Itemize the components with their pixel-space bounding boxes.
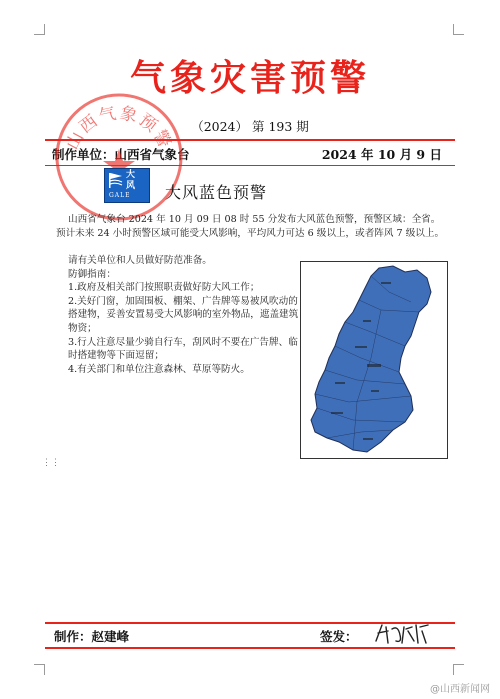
warning-paragraph: 山西省气象台 2024 年 10 月 09 日 08 时 55 分发布大风蓝色预警，预警区域：全省。预计未来 24 小时预警区域可能受大风影响，平均风力可达 6 级以上，或者阵风 7 级以上。 — [56, 214, 445, 239]
guide-title: 防御指南： — [68, 268, 116, 280]
footer-red-rule-lower — [45, 647, 455, 649]
guide-item-3: 3.行人注意尽量少骑自行车，刮风时不要在广告牌、临时搭建物等下面逗留； — [68, 336, 298, 362]
crop-mark-top-left — [34, 24, 45, 35]
footer-maker — [54, 627, 129, 645]
footer-maker-name: 赵建峰 — [91, 629, 130, 644]
source-watermark: @山西新闻网 — [430, 684, 490, 695]
crop-mark-bottom-right — [453, 664, 464, 675]
footer-issuer-label: 签发： — [320, 629, 358, 644]
guide-item-4: 4.有关部门和单位注意森林、草原等防火。 — [68, 363, 250, 375]
seal-text: 山西气象预警 — [62, 103, 176, 154]
official-seal-stamp — [53, 91, 185, 223]
warning-area-map — [300, 261, 448, 459]
drag-handle-icon: ⋮⋮ — [42, 458, 60, 468]
warning-title: 大风蓝色预警 — [165, 183, 268, 202]
prompt-text: 请有关单位和人员做好防范准备。 — [68, 255, 212, 266]
issue-number: （2024） 第 193 期 — [191, 119, 309, 134]
gale-warning-badge — [104, 168, 150, 203]
crop-mark-top-right — [453, 24, 464, 35]
badge-english: GALE — [109, 192, 131, 199]
guide-item-2: 2.关好门窗，加固围板、棚架、广告牌等易被风吹动的搭建物，妥善安置易受大风影响的室外物品，遮盖建筑物资； — [68, 295, 299, 334]
document-title: 气象灾害预警 — [129, 57, 370, 99]
shanxi-province-shape — [311, 266, 431, 452]
handwritten-signature — [372, 621, 432, 647]
maker-unit-value: 山西省气象台 — [114, 147, 190, 162]
issue-date: 2024 年 10 月 9 日 — [321, 147, 442, 162]
shanxi-map-svg — [301, 262, 447, 458]
badge-char-1: 大 — [126, 170, 136, 180]
maker-unit-label: 制作单位： — [52, 147, 115, 162]
wind-flag-icon — [107, 171, 125, 189]
guide-item-1: 1.政府及相关部门按照职责做好防大风工作； — [68, 282, 260, 294]
footer-maker-label: 制作： — [54, 629, 92, 644]
defense-guide — [68, 254, 300, 376]
crop-mark-bottom-left — [34, 664, 45, 675]
badge-char-2: 风 — [126, 181, 136, 191]
